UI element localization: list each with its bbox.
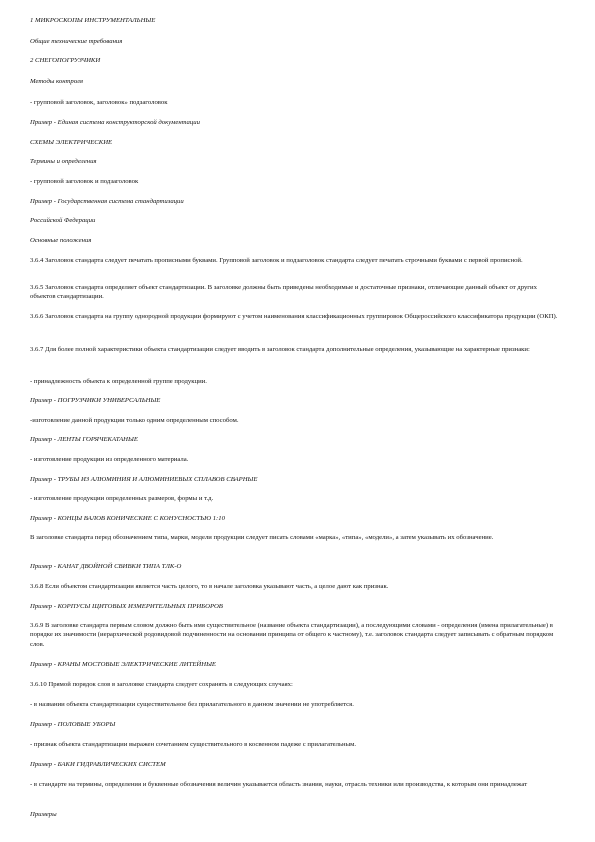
example-line: Пример - КОРПУСЫ ЩИТОВЫХ ИЗМЕРИТЕЛЬНЫХ ПРИБОРОВ xyxy=(30,603,223,610)
list-item: - групповой заголовок и подзаголовок xyxy=(30,178,139,185)
list-item: - изготовление продукции определенных размеров, формы и т.д. xyxy=(30,495,214,502)
example-line: Пример - ТРУБЫ ИЗ АЛЮМИНИЯ И АЛЮМИНИЕВЫХ СПЛАВОВ СВАРНЫЕ xyxy=(30,476,258,483)
body-paragraph: 3.6.4 Заголовок стандарта следует печатать прописными буквами. Групповой заголовок и подзаголовок стандарта следует печатать строчными буквами с первой прописной. xyxy=(30,257,523,264)
example-line: Пример - Единая система конструкторской документации xyxy=(30,119,200,126)
heading-line: 1 МИКРОСКОПЫ ИНСТРУМЕНТАЛЬНЫЕ xyxy=(30,17,156,24)
body-paragraph: 3.6.8 Если объектом стандартизации является часть целого, то в начале заголовка указывают часть, а целое дают как признак. xyxy=(30,583,389,590)
example-line: Пример - КРАНЫ МОСТОВЫЕ ЭЛЕКТРИЧЕСКИЕ ЛИТЕЙНЫЕ xyxy=(30,661,217,668)
list-item: - принадлежность объекта к определенной группе продукции. xyxy=(30,378,207,385)
body-paragraph: 3.6.10 Прямой порядок слов в заголовке стандарта следует сохранять в следующих случаях: xyxy=(30,681,293,688)
heading-line: СХЕМЫ ЭЛЕКТРИЧЕСКИЕ xyxy=(30,139,113,146)
list-item: - в названии объекта стандартизации существительное без прилагательного в данном значении не употребляется. xyxy=(30,701,354,708)
example-line: Основные положения xyxy=(30,237,92,244)
example-line: Пример - ЛЕНТЫ ГОРЯЧЕКАТАНЫЕ xyxy=(30,436,138,443)
list-item: -изготовление данной продукции только одним определенным способом. xyxy=(30,417,239,424)
list-item: - признак объекта стандартизации выражен сочетанием существительного в косвенном падеже с прилагательным. xyxy=(30,741,357,748)
example-line: Пример - БАКИ ГИДРАВЛИЧЕСКИХ СИСТЕМ xyxy=(30,761,166,768)
example-line: Российской Федерации xyxy=(30,217,96,224)
body-paragraph: 3.6.5 Заголовок стандарта определяет объект стандартизации. В заголовке должны быть приведены необходимые и достаточные признаки, отличающие данный объект от других объектов стандартизации. xyxy=(30,284,537,301)
list-item: - изготовление продукции из определенного материала. xyxy=(30,456,189,463)
example-line: Пример - Государственная система стандартизации xyxy=(30,198,184,205)
body-paragraph: 3.6.6 Заголовок стандарта на группу однородной продукции формируют с учетом наименования классификационных группировок Общероссийского классификатора продукции (ОКП). xyxy=(30,313,558,320)
subheading-line: Методы контроля xyxy=(30,78,83,85)
list-item: - в стандарте на термины, определения и буквенные обозначения величин указывается область знания, науки, отрасль техники или производства, к которым они принадлежат xyxy=(30,781,528,788)
subheading-line: Общие технические требования xyxy=(30,38,123,45)
list-item: - групповой заголовок, заголовок» подзаголовок xyxy=(30,99,168,106)
body-paragraph: В заголовке стандарта перед обозначением типа, марки, модели продукции следует писать словами «марка», «типа», «модели», а затем указывать их обозначение. xyxy=(30,534,494,541)
body-paragraph: 3.6.7 Для более полной характеристики объекта стандартизации следует вводить в заголовок стандарта дополнительные определения, указывающие на характерные признаки: xyxy=(30,346,530,353)
example-line: Пример - КОНЦЫ ВАЛОВ КОНИЧЕСКИЕ С КОНУСНОСТЬЮ 1:10 xyxy=(30,515,225,522)
example-line: Пример - ПОГРУЗЧИКИ УНИВЕРСАЛЬНЫЕ xyxy=(30,397,161,404)
example-line: Пример - ПОЛОВЫЕ УБОРЫ xyxy=(30,721,116,728)
heading-line: 2 СНЕГОПОГРУЗЧИКИ xyxy=(30,57,101,64)
example-line: Пример - КАНАТ ДВОЙНОЙ СВИВКИ ТИПА ТЛК-О xyxy=(30,563,182,570)
body-paragraph: 3.6.9 В заголовке стандарта первым словом должно быть имя существительное (название объекта стандартизации), а последующими словами - определения (имена прилагательные) в порядке их значимости (иерархической родовидовой подчиненности на основании принципа от общего к частному), т.е. заголовок стандарта следует записывать с обратным порядком слов. xyxy=(30,622,554,648)
subheading-line: Термины и определения xyxy=(30,158,97,165)
example-line: Примеры xyxy=(30,811,57,818)
